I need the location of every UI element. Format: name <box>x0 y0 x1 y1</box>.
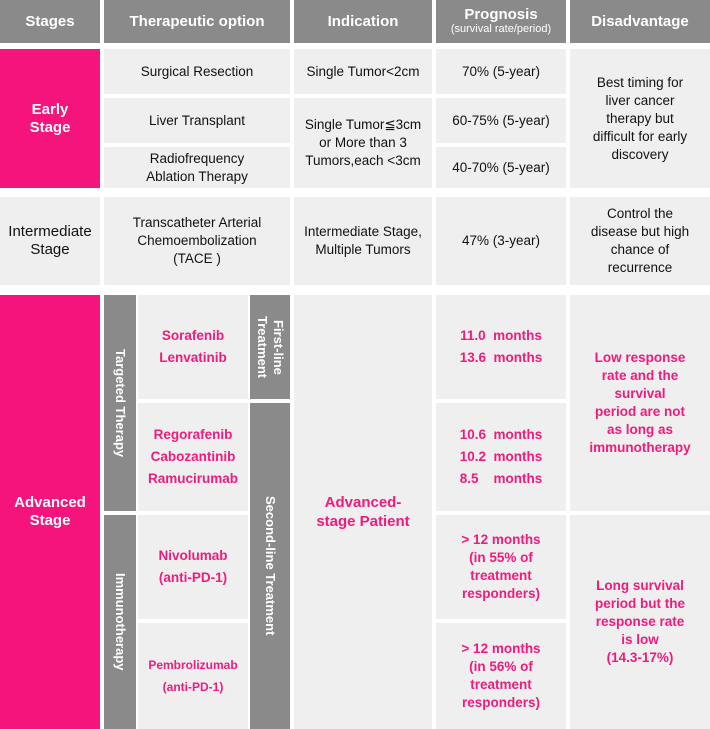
disadvantage-targeted-line1: Low response <box>594 350 686 365</box>
stage-early-line2: Stage <box>29 118 71 136</box>
disadvantage-intermediate-line1: Control the <box>606 206 674 221</box>
prognosis-regorafenib: 10.6 months <box>459 427 543 442</box>
stage-intermediate-line2: Stage <box>30 241 70 258</box>
disadvantage-targeted-line5: as long as <box>606 422 674 437</box>
indication-advanced-line2: stage Patient <box>316 513 410 530</box>
indication-single-tumor: Single Tumor<2cm <box>294 49 432 94</box>
drug-sorafenib: Sorafenib <box>161 328 225 343</box>
drug-lenvatinib: Lenvatinib <box>159 350 227 365</box>
disadvantage-intermediate-line3: chance of <box>610 242 670 257</box>
disadvantage-targeted-line6: immunotherapy <box>589 440 691 455</box>
disadvantage-early-line3: therapy but <box>606 110 674 126</box>
disadvantage-targeted-line3: survival <box>614 386 666 401</box>
prognosis-subtitle: (survival rate/period) <box>450 23 552 35</box>
prognosis-surgical: 70% (5-year) <box>436 49 566 94</box>
disadvantage-immuno <box>570 515 710 729</box>
prognosis-second-line <box>436 403 566 511</box>
drug-pembrolizumab-class: (anti-PD-1) <box>162 680 224 694</box>
option-radiofrequency-ablation <box>104 147 290 188</box>
disadvantage-early-line2: liver cancer <box>605 92 675 108</box>
prognosis-pembrolizumab-line1: > 12 months <box>461 641 541 656</box>
prognosis-lenvatinib: 13.6 months <box>459 350 543 365</box>
header-prognosis <box>436 0 566 43</box>
prognosis-transplant: 60-75% (5-year) <box>436 98 566 143</box>
disadvantage-targeted <box>570 295 710 511</box>
drug-nivolumab <box>138 515 248 619</box>
disadvantage-early-line5: discovery <box>611 146 669 162</box>
drug-ramucirumab: Ramucirumab <box>147 471 239 486</box>
prognosis-pembrolizumab <box>436 623 566 729</box>
indication-advanced-line1: Advanced- <box>324 494 402 511</box>
prognosis-sorafenib: 11.0 months <box>460 328 542 343</box>
header-indication: Indication <box>294 0 432 43</box>
indication-transplant <box>294 98 432 188</box>
option-tace <box>104 197 290 285</box>
drug-pembrolizumab-name: Pembrolizumab <box>148 658 238 672</box>
indication-advanced <box>294 295 432 729</box>
option-tace-line1: Transcatheter Arterial <box>132 215 262 230</box>
label-targeted-therapy-text: Targeted Therapy <box>113 348 128 458</box>
prognosis-pembrolizumab-line3: treatment <box>470 677 532 692</box>
option-rfa-line2: Ablation Therapy <box>146 168 248 184</box>
disadvantage-intermediate-line4: recurrence <box>607 260 673 275</box>
prognosis-ramucirumab: 8.5 months <box>459 471 543 486</box>
prognosis-pembrolizumab-line4: responders) <box>461 695 541 710</box>
stage-early <box>0 49 100 188</box>
prognosis-nivolumab-line3: treatment <box>470 568 532 583</box>
disadvantage-immuno-line4: is low <box>621 632 659 647</box>
prognosis-title: Prognosis <box>464 6 538 23</box>
first-line-line2: Treatment <box>255 315 270 379</box>
stage-advanced-line1: Advanced <box>14 494 86 511</box>
disadvantage-immuno-line1: Long survival <box>596 578 684 593</box>
indication-transplant-line2: or More than 3 <box>319 135 407 150</box>
drug-regorafenib: Regorafenib <box>153 427 233 442</box>
first-line-line1: First-line <box>271 319 286 375</box>
label-second-line-text: Second-line Treatment <box>263 496 278 636</box>
disadvantage-targeted-line4: period are not <box>594 404 685 419</box>
disadvantage-early-line1: Best timing for <box>596 74 684 90</box>
header-stages: Stages <box>0 0 100 43</box>
stage-advanced <box>0 295 100 729</box>
stage-intermediate <box>0 197 100 285</box>
indication-intermediate <box>294 197 432 285</box>
prognosis-nivolumab-line4: responders) <box>461 586 541 601</box>
disadvantage-intermediate <box>570 197 710 285</box>
disadvantage-immuno-line2: period but the <box>595 596 685 611</box>
prognosis-cabozantinib: 10.2 months <box>459 449 543 464</box>
header-therapeutic-option: Therapeutic option <box>104 0 290 43</box>
label-targeted-therapy <box>104 295 136 511</box>
disadvantage-early-line4: difficult for early <box>592 128 688 144</box>
label-second-line <box>250 403 290 729</box>
drug-nivolumab-name: Nivolumab <box>158 548 228 563</box>
prognosis-nivolumab-line1: > 12 months <box>461 532 541 547</box>
drugs-first-line <box>138 295 248 399</box>
drug-nivolumab-class: (anti-PD-1) <box>158 570 228 585</box>
indication-transplant-line1: Single Tumor≦3cm <box>304 117 422 132</box>
disadvantage-immuno-line5: (14.3-17%) <box>606 650 674 665</box>
option-surgical-resection: Surgical Resection <box>104 49 290 94</box>
disadvantage-intermediate-line2: disease but high <box>590 224 690 239</box>
drug-pembrolizumab <box>138 623 248 729</box>
prognosis-nivolumab <box>436 515 566 619</box>
label-immunotherapy-text: Immunotherapy <box>113 573 128 671</box>
indication-intermediate-line1: Intermediate Stage, <box>304 224 422 239</box>
label-first-line-text <box>254 316 286 378</box>
disadvantage-immuno-line3: response rate <box>595 614 685 629</box>
option-tace-line3: (TACE ) <box>173 251 221 266</box>
drug-cabozantinib: Cabozantinib <box>150 449 236 464</box>
label-immunotherapy <box>104 515 136 729</box>
prognosis-nivolumab-line2: (in 55% of <box>469 550 533 565</box>
prognosis-pembrolizumab-line2: (in 56% of <box>469 659 533 674</box>
stage-early-line1: Early <box>31 100 69 118</box>
prognosis-rfa: 40-70% (5-year) <box>436 147 566 188</box>
option-tace-line2: Chemoembolization <box>137 233 257 248</box>
label-first-line <box>250 295 290 399</box>
option-rfa-line1: Radiofrequency <box>149 150 245 166</box>
stage-advanced-line2: Stage <box>29 512 71 529</box>
indication-intermediate-line2: Multiple Tumors <box>315 242 411 257</box>
disadvantage-targeted-line2: rate and the <box>601 368 679 383</box>
header-disadvantage: Disadvantage <box>570 0 710 43</box>
drugs-second-line <box>138 403 248 511</box>
option-liver-transplant: Liver Transplant <box>104 98 290 143</box>
indication-transplant-line3: Tumors,each <3cm <box>305 153 421 168</box>
stage-intermediate-line1: Intermediate <box>8 223 92 240</box>
disadvantage-early <box>570 49 710 188</box>
prognosis-tace: 47% (3-year) <box>436 197 566 285</box>
prognosis-first-line <box>436 295 566 399</box>
